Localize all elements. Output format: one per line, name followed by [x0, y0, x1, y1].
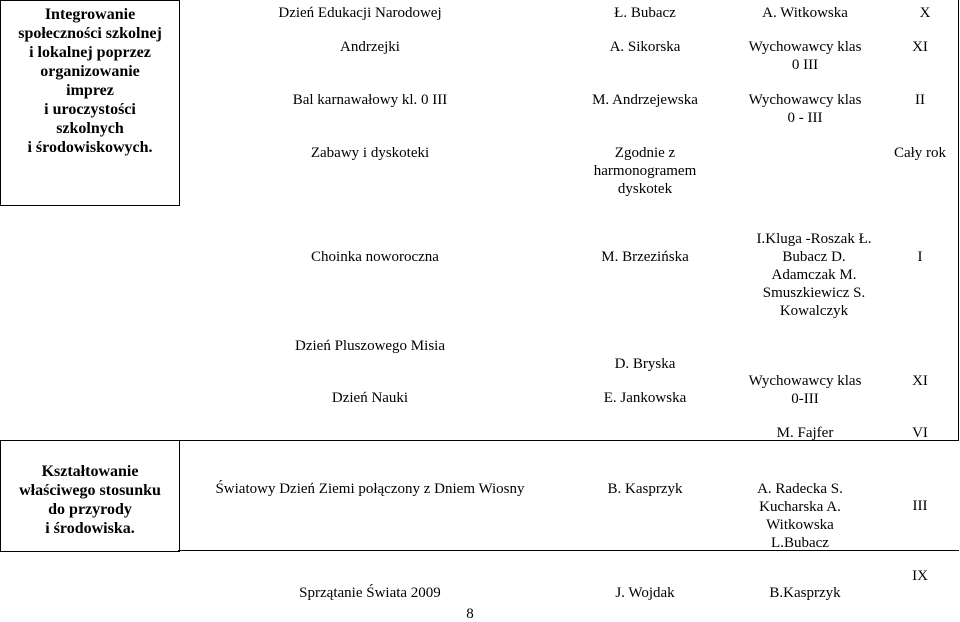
heading-line: imprez [66, 82, 114, 99]
organizer-cell: Zgodnie z harmonogramem dyskotek [593, 145, 697, 197]
section1-heading [4, 5, 176, 157]
participants-cell: A. Witkowska [762, 5, 848, 21]
heading-line: Integrowanie [44, 6, 136, 23]
heading-line: szkolnych [56, 120, 124, 137]
month-cell: XI [912, 39, 928, 55]
table-right-border [958, 0, 959, 440]
organizer-cell: A. Sikorska [609, 39, 681, 55]
month-cell: XI [912, 373, 928, 389]
participants-cell: Wychowawcy klas 0 - III [748, 92, 862, 126]
heading-line: i uroczystości [44, 101, 136, 118]
event-cell: Dzień Pluszowego Misia [295, 338, 445, 354]
month-cell: II [915, 92, 925, 108]
participants-cell: M. Fajfer [776, 425, 834, 441]
heading-line: i środowiska. [45, 520, 135, 537]
heading-line: i środowiskowych. [27, 139, 153, 156]
section2-heading [2, 462, 178, 538]
organizer-cell: Ł. Bubacz [614, 5, 676, 21]
event-cell: Zabawy i dyskoteki [310, 145, 430, 161]
event-cell: Światowy Dzień Ziemi połączony z Dniem Wiosny [215, 481, 525, 497]
event-cell: Dzień Nauki [331, 390, 409, 406]
participants-cell: I.Kluga -Roszak Ł. Bubacz D. Adamczak M. Smuszkiewicz S. Kowalczyk [756, 231, 872, 319]
organizer-cell: D. Bryska [614, 356, 676, 372]
month-cell: VI [912, 425, 928, 441]
participants-cell: A. Radecka S. Kucharska A. Witkowska L.Bubacz [757, 481, 843, 551]
month-cell: Cały rok [893, 145, 947, 161]
participants-cell: Wychowawcy klas 0 III [748, 39, 862, 73]
participants-cell: B.Kasprzyk [769, 585, 841, 601]
organizer-cell: B. Kasprzyk [607, 481, 683, 497]
participants-cell: Wychowawcy klas 0-III [748, 373, 862, 407]
organizer-cell: E. Jankowska [603, 390, 687, 406]
month-cell: IX [912, 568, 928, 584]
event-cell: Andrzejki [340, 39, 400, 55]
event-cell: Choinka noworoczna [311, 249, 439, 265]
organizer-cell: J. Wojdak [615, 585, 675, 601]
event-cell: Dzień Edukacji Narodowej [278, 5, 442, 21]
heading-line: Kształtowanie [41, 463, 139, 480]
heading-line: do przyrody [48, 501, 132, 518]
heading-line: organizowanie [40, 63, 140, 80]
heading-line: i lokalnej poprzez [29, 44, 151, 61]
organizer-cell: M. Brzezińska [601, 249, 689, 265]
event-cell: Bal karnawałowy kl. 0 III [292, 92, 448, 108]
month-cell: X [919, 5, 931, 21]
page-number: 8 [466, 606, 474, 622]
month-cell: III [912, 498, 928, 514]
heading-line: społeczności szkolnej [18, 25, 162, 42]
heading-line: właściwego stosunku [19, 482, 161, 499]
organizer-cell: M. Andrzejewska [592, 92, 698, 108]
month-cell: I [917, 249, 923, 265]
event-cell: Sprzątanie Świata 2009 [299, 585, 441, 601]
